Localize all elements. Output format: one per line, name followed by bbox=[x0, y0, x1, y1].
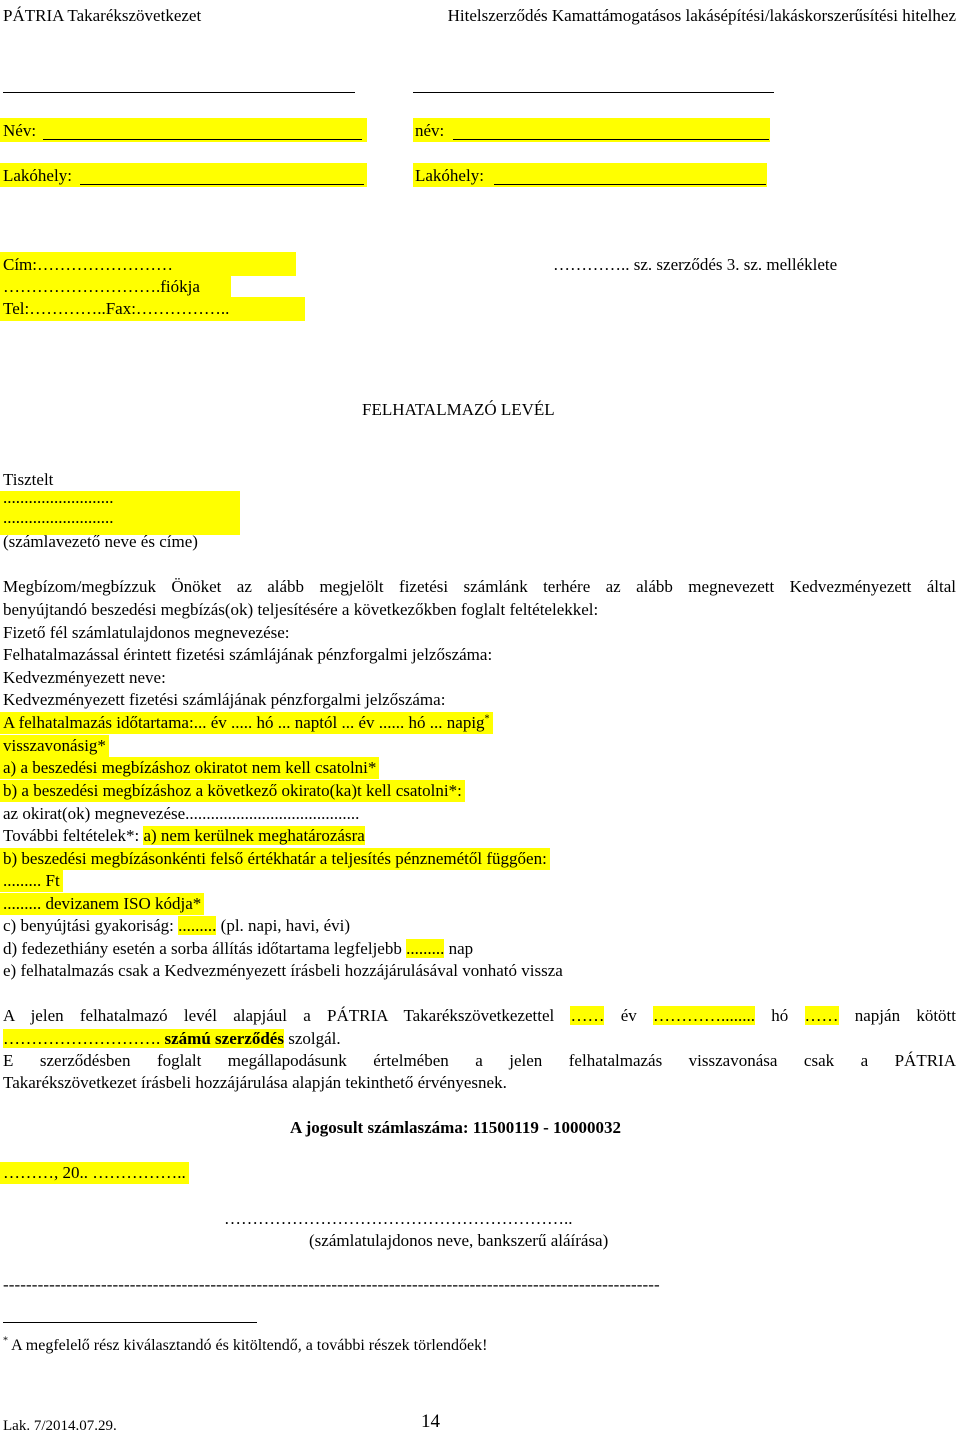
salutation-note: (számlavezető neve és címe) bbox=[3, 532, 198, 551]
footnote-mark: * bbox=[3, 1335, 8, 1347]
header-left: PÁTRIA Takarékszövetkezet bbox=[3, 6, 202, 25]
footer-ref: Lak. 7/2014.07.29. bbox=[3, 1418, 117, 1434]
duration-option[interactable] bbox=[0, 712, 493, 734]
further-conditions bbox=[3, 825, 365, 847]
header-right: Hitelszerződés Kamattámogatásos lakásépítési/lakáskorszerűsítési hitelhez bbox=[447, 6, 956, 25]
beneficiary-account-label: Kedvezményezett fizetési számlájának pénzforgalmi jelzőszáma: bbox=[3, 690, 446, 709]
basis-text-1: A jelen felhatalmazó levél alapjául a PÁTRIA Takarékszövetkezettel bbox=[3, 1006, 555, 1025]
queue-suffix: nap bbox=[444, 939, 474, 958]
basis-line bbox=[3, 1005, 956, 1027]
right-residence-label: Lakóhely: bbox=[415, 166, 484, 185]
doc-option-a[interactable]: a) a beszedési megbízáshoz okiratot nem kell csatolni* bbox=[0, 757, 379, 779]
basis-text-year: év bbox=[620, 1006, 637, 1025]
blank-line-left bbox=[3, 92, 355, 93]
beneficiary-account-number: A jogosult számlaszáma: 11500119 - 10000032 bbox=[290, 1118, 622, 1137]
doc-name-label: az okirat(ok) megnevezése......................................... bbox=[3, 804, 360, 823]
affected-account-label: Felhatalmazással érintett fizetési számlájának pénzforgalmi jelzőszáma: bbox=[3, 645, 493, 664]
queue-line bbox=[3, 938, 473, 960]
revoke-option[interactable]: visszavonásig* bbox=[0, 735, 109, 757]
contract-dots: ………………………. bbox=[3, 1029, 161, 1048]
place-date-field[interactable]: ………, 20.. …………….. bbox=[0, 1162, 189, 1184]
document-title: FELHATALMAZÓ LEVÉL bbox=[362, 400, 555, 419]
frequency-line bbox=[3, 915, 350, 937]
contract-bold: számú szerződés bbox=[160, 1029, 284, 1048]
page-number: 14 bbox=[421, 1411, 440, 1432]
contract-suffix: szolgál. bbox=[283, 1029, 341, 1048]
left-name-label: Név: bbox=[3, 121, 37, 140]
contract-number-field[interactable] bbox=[3, 1029, 284, 1048]
duration-text: A felhatalmazás időtartama:... év ..... hó ... naptól ... év ...... hó ... napig bbox=[3, 713, 485, 732]
queue-field[interactable]: ......... bbox=[406, 939, 445, 958]
intro-line-1: Megbízom/megbízzuk Önöket az alább megjelölt fizetési számlánk terhére az alább megnevezett Kedvezményezett által bbox=[3, 577, 956, 596]
dashed-separator: ------------------------------------------------------------------------------------------------------------------ bbox=[3, 1275, 660, 1294]
blank-line-right bbox=[413, 92, 774, 93]
basis-day-field[interactable]: …… bbox=[804, 1006, 839, 1025]
signature-label: (számlatulajdonos neve, bankszerű aláírása) bbox=[309, 1231, 609, 1250]
right-name-field[interactable] bbox=[453, 139, 769, 140]
basis-text-end: napján kötött bbox=[854, 1006, 956, 1025]
frequency-suffix: (pl. napi, havi, évi) bbox=[216, 916, 351, 935]
address-cim: Cím:…………………… bbox=[3, 255, 174, 274]
salutation-dots-2: .......................... bbox=[3, 508, 114, 527]
revocable-line: e) felhatalmazás csak a Kedvezményezett írásbeli hozzájárulásával vonható vissza bbox=[3, 961, 563, 980]
agreement-line-2: Takarékszövetkezet írásbeli hozzájárulása alapján tekinthető érvényesnek. bbox=[3, 1073, 507, 1092]
signature-dots: …………………………………………………….. bbox=[224, 1209, 573, 1228]
left-residence-field[interactable] bbox=[80, 184, 364, 185]
doc-option-b[interactable]: b) a beszedési megbízáshoz a következő okirato(ka)t kell csatolni*: bbox=[0, 780, 465, 802]
address-fiokja: ……………………….fiókja bbox=[3, 277, 200, 296]
contract-line bbox=[3, 1028, 341, 1050]
queue-prefix: d) fedezethiány esetén a sorba állítás időtartama legfeljebb bbox=[3, 939, 407, 958]
further-option-a[interactable]: a) nem kerülnek meghatározásra bbox=[143, 826, 365, 845]
ft-amount[interactable]: ......... Ft bbox=[0, 870, 63, 892]
left-residence-label: Lakóhely: bbox=[3, 166, 72, 185]
salutation-dots-1: .......................... bbox=[3, 488, 114, 507]
further-option-b[interactable]: b) beszedési megbízásonkénti felső értékhatár a teljesítés pénznemétől függően: bbox=[0, 848, 550, 870]
agreement-line-1: E szerződésben foglalt megállapodásunk értelmében a jelen felhatalmazás visszavonása csak a PÁTRIA bbox=[3, 1051, 956, 1070]
right-name-label: név: bbox=[415, 121, 445, 140]
address-telfax: Tel:…………..Fax:…………….. bbox=[3, 299, 230, 318]
left-name-field[interactable] bbox=[43, 139, 362, 140]
right-residence-field[interactable] bbox=[494, 184, 766, 185]
intro-line-2: benyújtandó beszedési megbízás(ok) teljesítésére a következőkben foglalt feltételekkel: bbox=[3, 600, 599, 619]
payer-label: Fizető fél számlatulajdonos megnevezése: bbox=[3, 623, 290, 642]
frequency-prefix: c) benyújtási gyakoriság: bbox=[3, 916, 179, 935]
beneficiary-name-label: Kedvezményezett neve: bbox=[3, 668, 166, 687]
basis-text-month: hó bbox=[771, 1006, 789, 1025]
duration-footnote-mark: * bbox=[484, 713, 490, 725]
frequency-field[interactable]: ......... bbox=[178, 916, 217, 935]
iso-code[interactable]: ......... devizanem ISO kódja* bbox=[0, 893, 204, 915]
salutation-tisztelt: Tisztelt bbox=[3, 470, 54, 489]
footnote-text: A megfelelő rész kiválasztandó és kitöltendő, a további részek törlendőek! bbox=[8, 1337, 488, 1354]
basis-year-field[interactable]: …… bbox=[570, 1006, 605, 1025]
footnote-rule bbox=[3, 1322, 257, 1323]
appendix-label: ………….. sz. szerződés 3. sz. melléklete bbox=[553, 255, 838, 274]
footnote bbox=[3, 1334, 487, 1357]
further-prefix: További feltételek*: bbox=[3, 826, 144, 845]
basis-month-field[interactable]: …………........ bbox=[653, 1006, 756, 1025]
